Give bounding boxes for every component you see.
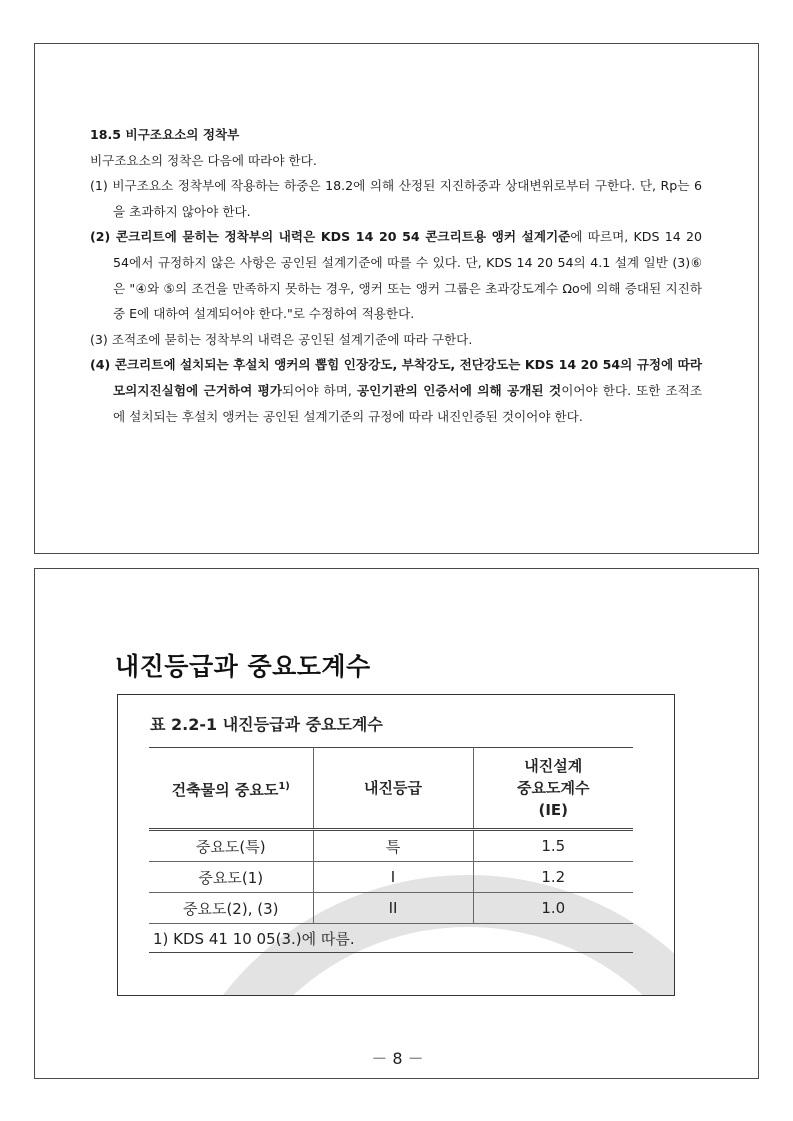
clause-4-bold-1: (4) 콘크리트에 설치되는 후설치 앵커의 뽑힘 인장강도, 부착강도, 전단강도는 KDS 14 20 54의 규정에 따라 모의지진실험에 근거하여 평가 (90, 357, 702, 398)
importance-table (149, 747, 633, 953)
table-header-row (149, 748, 633, 830)
clause-2 (90, 224, 702, 326)
table-row (149, 893, 633, 924)
clause-4-bold-2: 공인기관의 인증서에 의해 공개된 것 (356, 382, 562, 398)
intro-paragraph: 비구조요소의 정착은 다음에 따라야 한다. (90, 152, 317, 168)
table-slide (34, 568, 759, 1079)
header-importance: 건축물의 중요도$^{1)}$ (149, 748, 313, 830)
table-footnote-row (149, 924, 633, 953)
cell-factor: 1.0 (473, 893, 633, 924)
section-body (90, 122, 702, 429)
cell-importance: 중요도(특) (149, 830, 313, 862)
table-row (149, 862, 633, 893)
clause-2-rest: 에 따르며, KDS 14 20 54에서 규정하지 않은 사항은 공인된 설계기준에 따를 수 있다. 단, KDS 14 20 54의 4.1 설계 일반 (3)⑥은 "④와 ⑤의 조건을 만족하지 못하는 경우, 앵커 또는 앵커 그룹은 초과강도계수 Ωo에 의해 증대된 지진하중 E에 대하여 설계되어야 한다."로 수정하여 적용한다. (113, 229, 702, 322)
footnote-mark: 1) (278, 780, 290, 792)
table-caption: 표 2.2-1 내진등급과 중요도계수 (150, 715, 383, 734)
cell-grade: I (313, 862, 473, 893)
clause-2-bold: (2) 콘크리트에 묻히는 정착부의 내력은 KDS 14 20 54 콘크리트용 앵커 설계기준 (90, 229, 571, 245)
cell-importance: 중요도(2), (3) (149, 893, 313, 924)
cell-factor: 1.2 (473, 862, 633, 893)
clause-4 (90, 352, 702, 429)
cell-importance: 중요도(1) (149, 862, 313, 893)
table-row (149, 830, 633, 862)
slide-title: 내진등급과 중요도계수 (115, 652, 371, 681)
cell-grade: II (313, 893, 473, 924)
cell-grade: 특 (313, 830, 473, 862)
cell-factor: 1.5 (473, 830, 633, 862)
section-heading: 18.5 비구조요소의 정착부 (90, 127, 240, 142)
table-footnote: 1) KDS 41 10 05(3.)에 따름. (149, 924, 633, 953)
clause-3: (3) 조적조에 묻히는 정착부의 내력은 공인된 설계기준에 따라 구한다. (90, 331, 473, 347)
table-figure (117, 694, 675, 996)
clause-4-mid: 되어야 하며, (282, 382, 357, 398)
header-grade: 내진등급 (313, 748, 473, 830)
clause-1: (1) 비구조요소 정착부에 작용하는 하중은 18.2에 의해 산정된 지진하중과 상대변위로부터 구한다. 단, Rp는 6을 초과하지 않아야 한다. (90, 178, 702, 219)
clause-4-rest: 이어야 한다. 또한 조적조에 설치되는 후설치 앵커는 공인된 설계기준의 규정에 따라 내진인증된 것이어야 한다. (113, 382, 703, 424)
header-factor: 내진설계 중요도계수 (IE) (473, 748, 633, 830)
text-slide (34, 43, 759, 554)
page-number: － 8 － (371, 1049, 424, 1068)
